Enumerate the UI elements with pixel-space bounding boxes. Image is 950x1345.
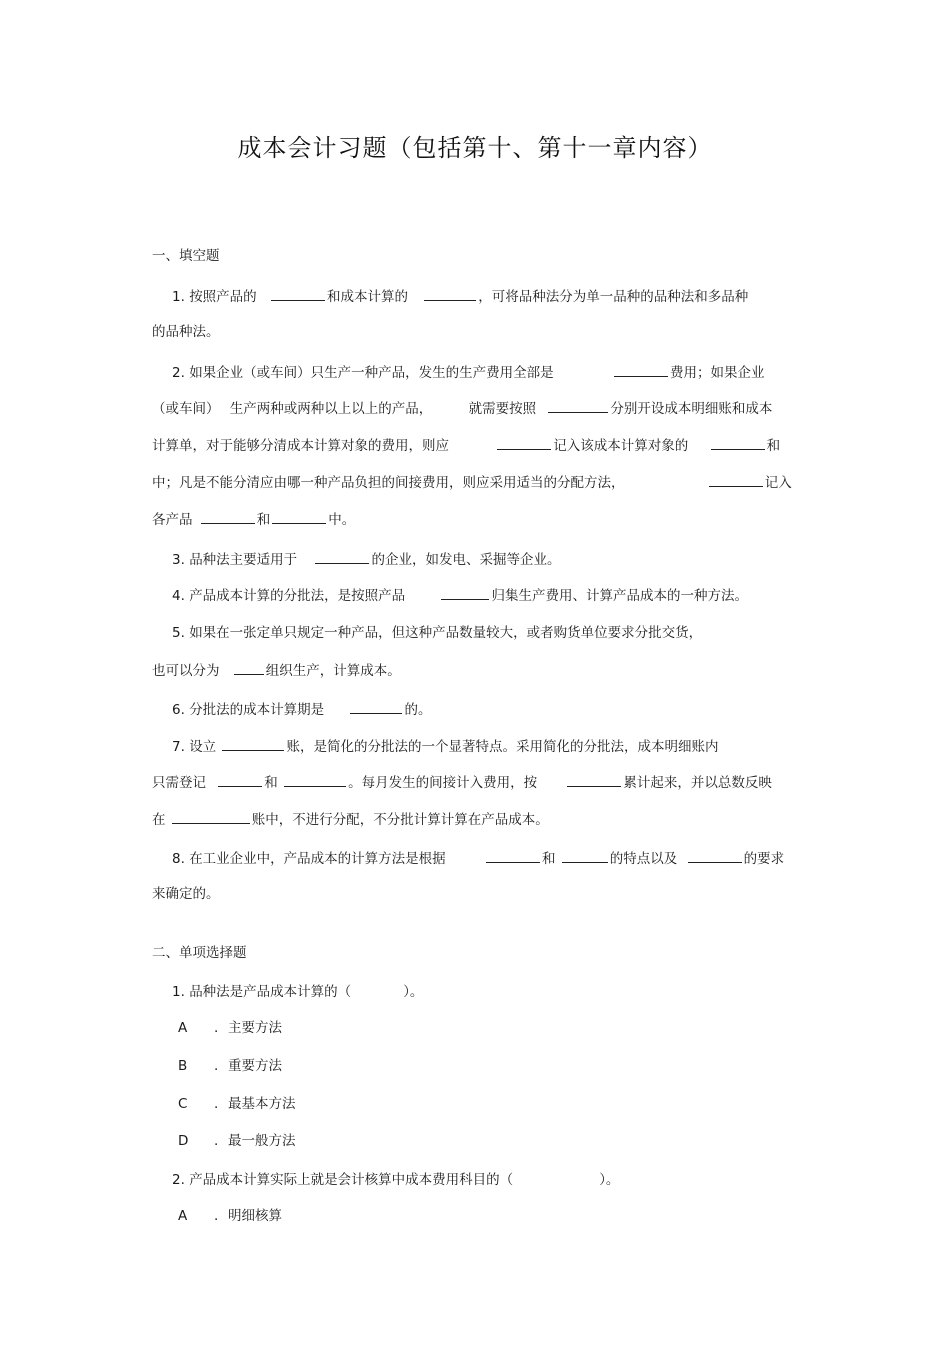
question-text: 和 bbox=[541, 851, 556, 867]
answer-blank[interactable] bbox=[172, 810, 250, 824]
answer-blank[interactable] bbox=[424, 287, 476, 301]
question-text: 和 bbox=[766, 438, 781, 454]
question-number: 5. bbox=[172, 625, 185, 641]
question-text: 记入该成本计算对象的 bbox=[553, 438, 689, 454]
answer-blank[interactable] bbox=[711, 436, 765, 450]
question-number: 2. bbox=[172, 365, 185, 381]
answer-blank[interactable] bbox=[497, 436, 551, 450]
answer-blank[interactable] bbox=[709, 473, 763, 487]
question-8-line-2: 来确定的。 bbox=[152, 886, 220, 902]
answer-blank[interactable] bbox=[271, 287, 325, 301]
answer-blank[interactable] bbox=[234, 661, 264, 675]
question-5-line-1 bbox=[172, 624, 702, 642]
question-number: 1. bbox=[172, 289, 185, 305]
question-text: 计算单，对于能够分清成本计算对象的费用，则应 bbox=[152, 438, 449, 454]
answer-blank[interactable] bbox=[688, 849, 742, 863]
question-text: 也可以分为 bbox=[152, 663, 220, 679]
question-number: 1. bbox=[172, 984, 185, 1000]
option-letter: A bbox=[178, 1208, 188, 1224]
question-text: 如果在一张定单只规定一种产品，但这种产品数量较大，或者购货单位要求分批交货， bbox=[189, 625, 703, 641]
question-text: 产品成本计算实际上就是会计核算中成本费用科目的（ bbox=[189, 1172, 514, 1188]
question-text: 和 bbox=[256, 512, 271, 528]
question-text: ）。 bbox=[599, 1172, 620, 1188]
answer-blank[interactable] bbox=[548, 399, 608, 413]
question-text: 品种法是产品成本计算的（ bbox=[189, 984, 352, 1000]
answer-blank[interactable] bbox=[486, 849, 540, 863]
choice-question-2 bbox=[172, 1171, 619, 1189]
question-2-line-5 bbox=[152, 510, 355, 529]
option-text: 最一般方法 bbox=[228, 1133, 296, 1149]
question-text: 的企业，如发电、采掘等企业。 bbox=[371, 552, 561, 568]
question-text: 设立 bbox=[189, 739, 217, 755]
option-dot: . bbox=[214, 1096, 219, 1112]
answer-blank[interactable] bbox=[201, 510, 255, 524]
question-text: 的特点以及 bbox=[609, 851, 678, 867]
question-text: 和成本计算的 bbox=[326, 289, 408, 305]
question-7-line-2 bbox=[152, 773, 772, 792]
option-letter: A bbox=[178, 1020, 188, 1036]
question-text: 按照产品的 bbox=[189, 289, 257, 305]
question-text: 中；凡是不能分清应由哪一种产品负担的间接费用，则应采用适当的分配方法， bbox=[152, 475, 625, 491]
question-text: 费用；如果企业 bbox=[669, 365, 765, 381]
question-text: 各产品 bbox=[152, 512, 193, 528]
question-text: 生产两种或两种以上以上的产品， bbox=[229, 401, 433, 417]
question-text: 分别开设成本明细账和成本 bbox=[610, 401, 773, 417]
question-text: 累计起来，并以总数反映 bbox=[623, 775, 772, 791]
question-text: 记入 bbox=[764, 475, 792, 491]
option-letter: C bbox=[178, 1096, 188, 1112]
option-text: 主要方法 bbox=[228, 1020, 282, 1036]
answer-blank[interactable] bbox=[272, 510, 326, 524]
question-text: （或车间） bbox=[152, 401, 220, 417]
document-title: 成本会计习题（包括第十、第十一章内容） bbox=[237, 134, 713, 162]
question-5-line-2 bbox=[152, 661, 401, 680]
question-number: 7. bbox=[172, 739, 185, 755]
question-7-line-1 bbox=[172, 737, 718, 756]
question-4 bbox=[172, 586, 748, 605]
question-number: 8. bbox=[172, 851, 185, 867]
question-text: 品种法主要适用于 bbox=[189, 552, 298, 568]
option-text: 明细核算 bbox=[228, 1208, 282, 1224]
question-2-line-1 bbox=[172, 363, 764, 382]
option-dot: . bbox=[214, 1208, 219, 1224]
question-8-line-1 bbox=[172, 849, 784, 868]
option-dot: . bbox=[214, 1058, 219, 1074]
question-text: ，可将品种法分为单一品种的品种法和多品种 bbox=[478, 289, 749, 305]
question-number: 3. bbox=[172, 552, 185, 568]
question-text: 产品成本计算的分批法，是按照产品 bbox=[189, 588, 406, 604]
answer-blank[interactable] bbox=[284, 773, 346, 787]
answer-blank[interactable] bbox=[218, 773, 262, 787]
section-heading-single-choice: 二、单项选择题 bbox=[152, 945, 247, 961]
answer-blank[interactable] bbox=[222, 737, 284, 751]
question-number: 2. bbox=[172, 1172, 185, 1188]
question-number: 4. bbox=[172, 588, 185, 604]
question-text: 就需要按照 bbox=[468, 401, 537, 417]
question-2-line-3 bbox=[152, 436, 780, 455]
answer-blank[interactable] bbox=[441, 586, 489, 600]
option-text: 重要方法 bbox=[228, 1058, 282, 1074]
question-text: 的要求 bbox=[743, 851, 785, 867]
choice-question-1 bbox=[172, 983, 423, 1001]
question-1-line-2: 的品种法。 bbox=[152, 324, 220, 340]
question-text: 分批法的成本计算期是 bbox=[189, 702, 325, 718]
answer-blank[interactable] bbox=[567, 773, 621, 787]
question-text: 和 bbox=[264, 775, 278, 791]
question-text: 账，是简化的分批法的一个显著特点。采用简化的分批法，成本明细账内 bbox=[286, 739, 719, 755]
question-1-line-1 bbox=[172, 287, 748, 306]
question-text: 组织生产，计算成本。 bbox=[265, 663, 401, 679]
question-number: 6. bbox=[172, 702, 185, 718]
question-text: 在 bbox=[152, 812, 166, 828]
question-text: 在工业企业中，产品成本的计算方法是根据 bbox=[189, 851, 446, 867]
question-text: 的。 bbox=[404, 702, 432, 718]
question-text: 账中，不进行分配，不分批计算计算在产品成本。 bbox=[251, 812, 549, 828]
question-6 bbox=[172, 700, 431, 719]
question-text: 归集生产费用、计算产品成本的一种方法。 bbox=[491, 588, 748, 604]
question-3 bbox=[172, 550, 560, 569]
question-text: 中。 bbox=[328, 512, 356, 528]
question-text: 只需登记 bbox=[152, 775, 206, 791]
option-dot: . bbox=[214, 1133, 219, 1149]
question-2-line-2 bbox=[152, 399, 772, 418]
question-2-line-4 bbox=[152, 473, 792, 492]
question-text: 。每月发生的间接计入费用，按 bbox=[348, 775, 538, 791]
answer-blank[interactable] bbox=[350, 700, 402, 714]
answer-blank[interactable] bbox=[614, 363, 668, 377]
option-letter: D bbox=[178, 1133, 189, 1149]
question-text: 如果企业（或车间）只生产一种产品，发生的生产费用全部是 bbox=[189, 365, 554, 381]
question-7-line-3 bbox=[152, 810, 549, 829]
option-letter: B bbox=[178, 1058, 188, 1074]
section-heading-fill-blank: 一、填空题 bbox=[152, 248, 220, 264]
answer-blank[interactable] bbox=[315, 550, 369, 564]
answer-blank[interactable] bbox=[562, 849, 608, 863]
option-dot: . bbox=[214, 1020, 219, 1036]
question-text: ）。 bbox=[403, 984, 424, 1000]
option-text: 最基本方法 bbox=[228, 1096, 296, 1112]
